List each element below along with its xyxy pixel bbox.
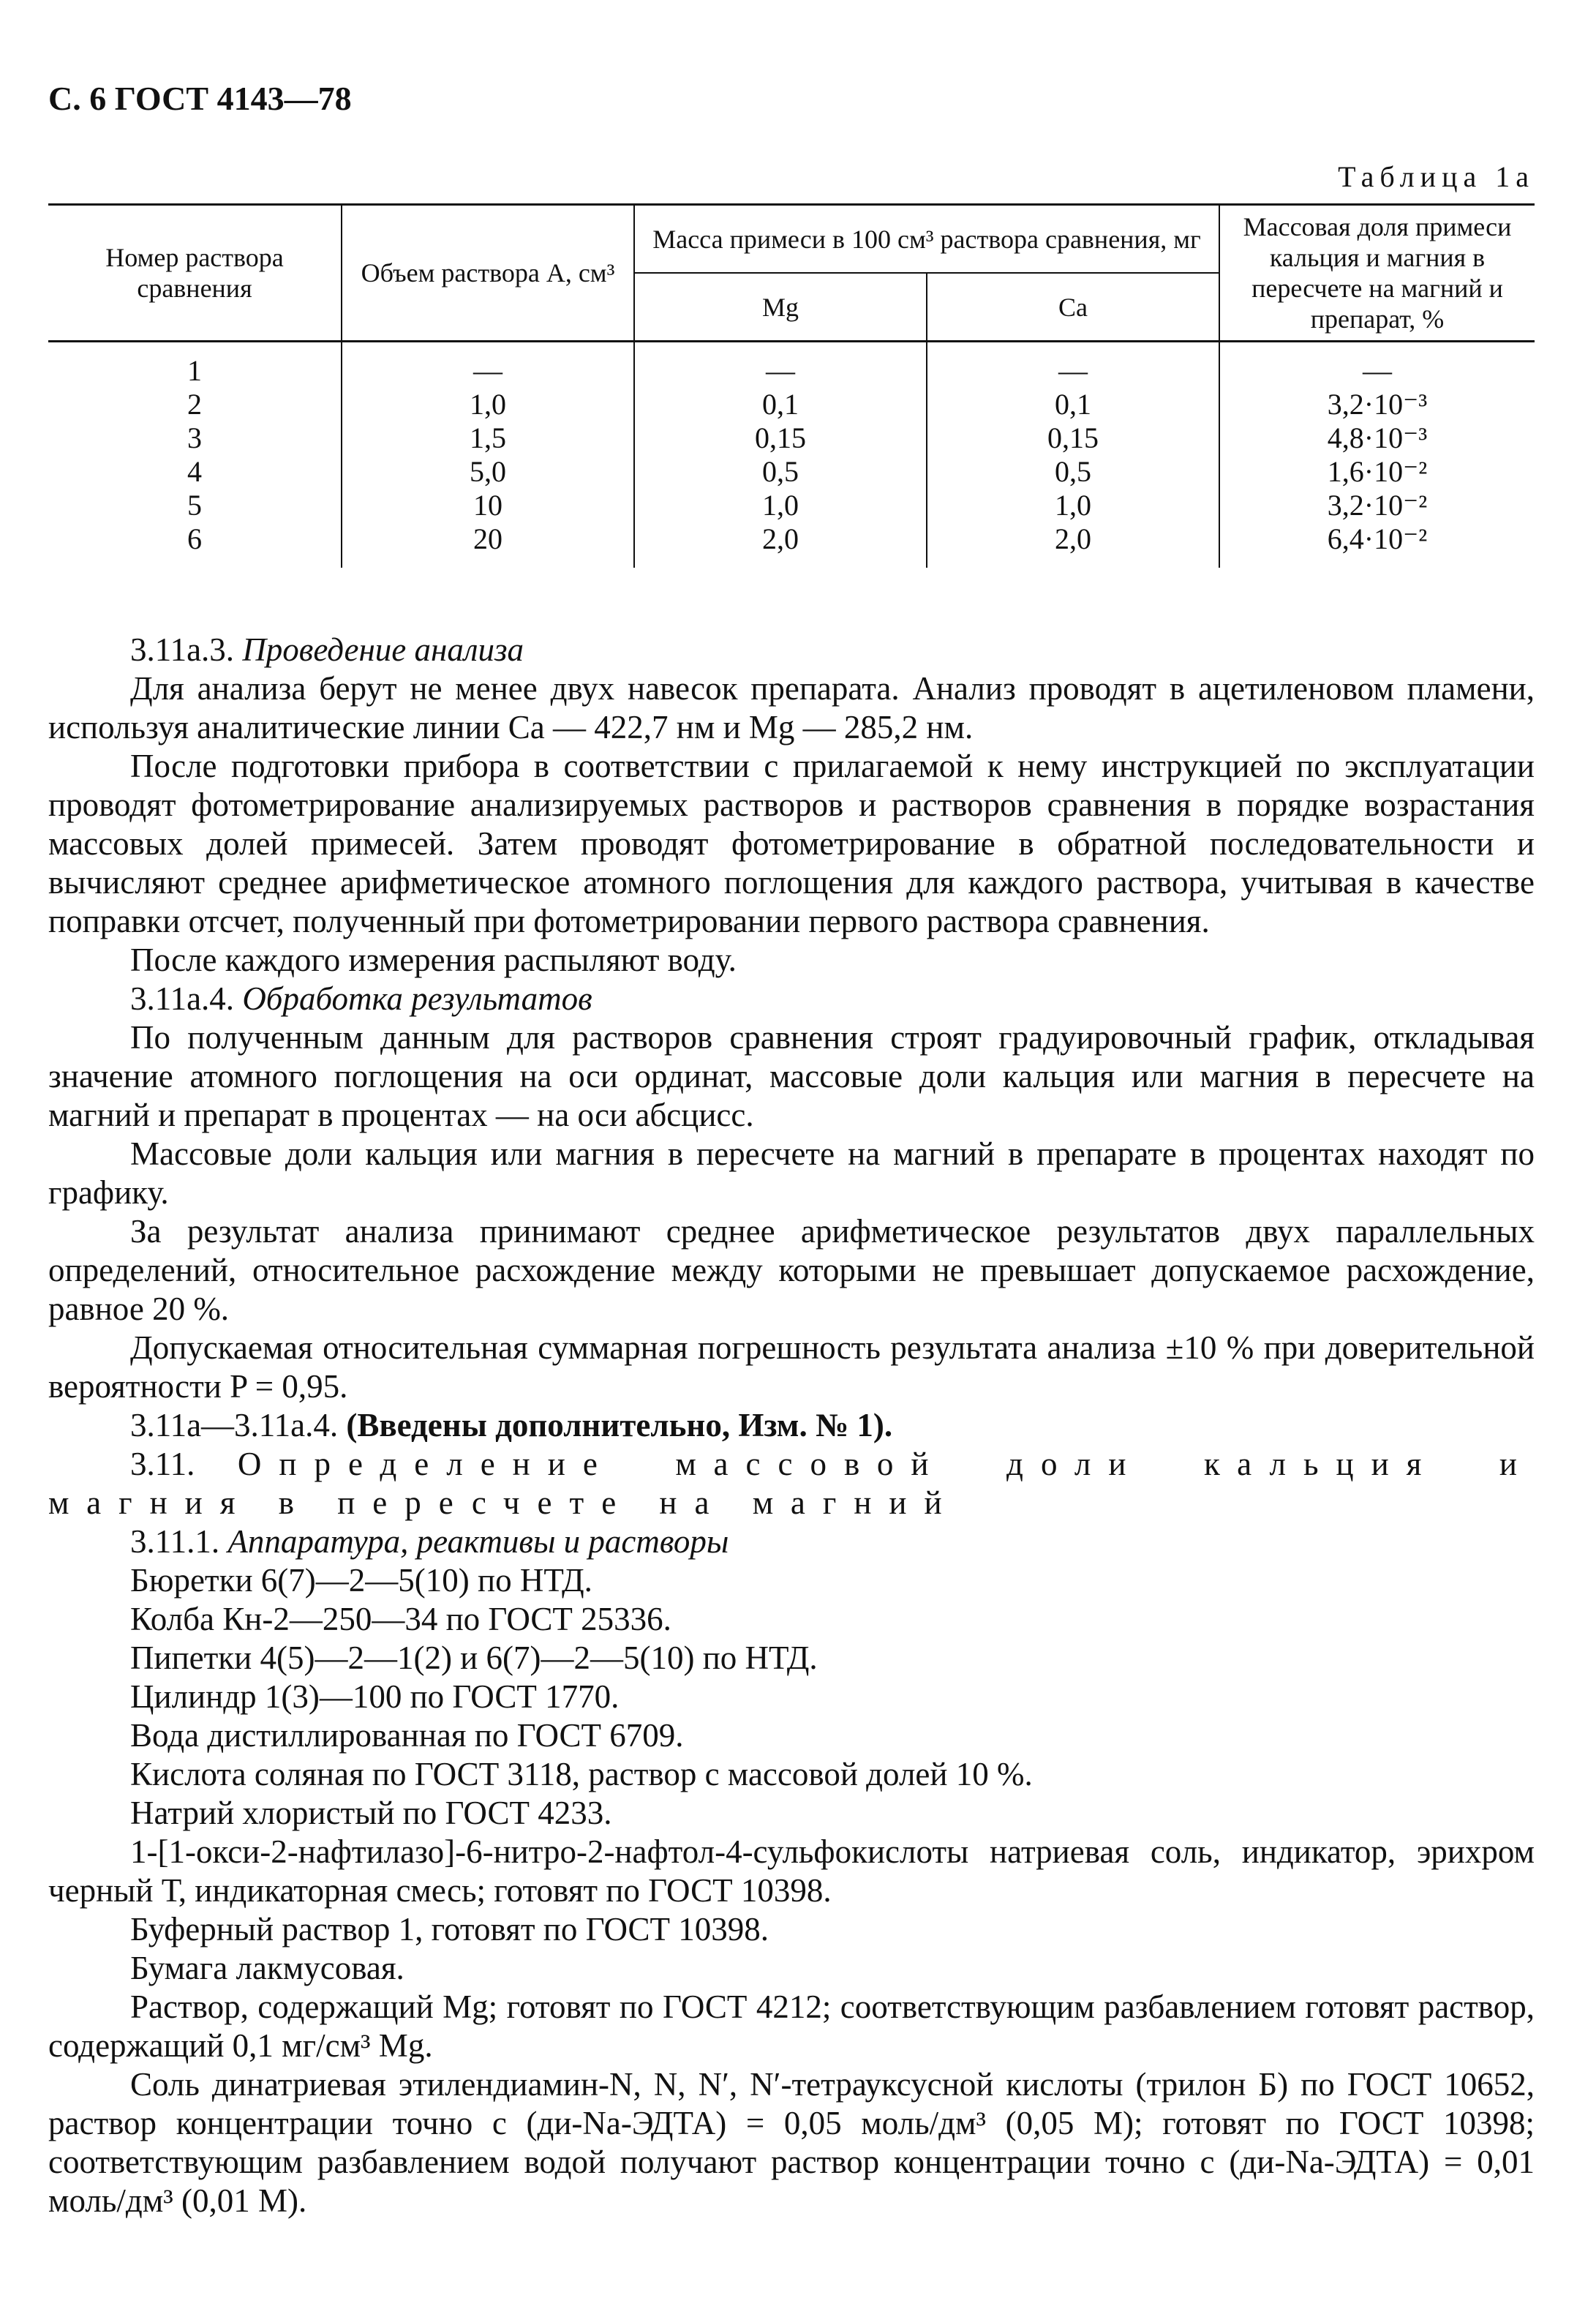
section-number: 3.11а.4. [130, 980, 235, 1017]
cell-number: 2 [48, 388, 342, 421]
cell-mg: — [634, 342, 927, 388]
paragraph: За результат анализа принимают среднее арифметическое результатов двух параллельных определений, относительное расхождение между которыми не превышает допускаемое расхождение, равное 20 %. [48, 1213, 1535, 1327]
section-number: 3.11а—3.11а.4. [130, 1407, 339, 1443]
cell-mg: 0,5 [634, 455, 927, 489]
cell-mg: 0,15 [634, 421, 927, 455]
list-item: Бюретки 6(7)—2—5(10) по НТД. [130, 1562, 592, 1599]
list-item: Бумага лакмусовая. [130, 1950, 404, 1986]
list-item: Пипетки 4(5)—2—1(2) и 6(7)—2—5(10) по НТД. [130, 1640, 818, 1676]
table-row [48, 342, 1535, 388]
section-heading [48, 1522, 1535, 1561]
cell-ca: 0,1 [927, 388, 1219, 421]
paragraph: После подготовки прибора в соответствии с прилагаемой к нему инструкцией по эксплуатации проводят фотометрирование анализируемых растворов и растворов сравнения в порядке возрастания массовых долей примесей. Затем проводят фотометрирование в обратной последовательности и вычисляют среднее арифметическое атомного поглощения для каждого раствора, учитывая в качестве поправки отсчет, полученный при фотометрировании первого раствора сравнения. [48, 748, 1535, 939]
list-item: Цилиндр 1(3)—100 по ГОСТ 1770. [130, 1678, 620, 1715]
cell-number: 3 [48, 421, 342, 455]
section-heading [48, 980, 1535, 1018]
section-title: Проведение анализа [242, 631, 524, 668]
table-row [48, 421, 1535, 455]
section-title: Определение массовой доли кальция и магния в пересчете на магний [48, 1446, 1535, 1521]
paragraph: Допускаемая относительная суммарная погрешность результата анализа ±10 % при доверительной вероятности P = 0,95. [48, 1329, 1535, 1405]
table-row [48, 455, 1535, 489]
list-item: Кислота соляная по ГОСТ 3118, раствор с массовой долей 10 %. [130, 1756, 1033, 1792]
paragraph: После каждого измерения распыляют воду. [130, 942, 737, 978]
paragraph: Для анализа берут не менее двух навесок препарата. Анализ проводят в ацетиленовом пламени, используя аналитические линии Ca — 422,7 нм и Mg — 285,2 нм. [48, 670, 1535, 745]
cell-fraction: 3,2·10⁻³ [1219, 388, 1535, 421]
page-header: С. 6 ГОСТ 4143—78 [48, 80, 352, 117]
amendment-note [48, 1406, 1535, 1445]
list-item: Натрий хлористый по ГОСТ 4233. [130, 1795, 612, 1831]
cell-number: 1 [48, 342, 342, 388]
cell-volume: 20 [342, 522, 634, 568]
header-volume: Объем раствора А, см³ [342, 205, 634, 342]
table-row [48, 522, 1535, 568]
cell-ca: 2,0 [927, 522, 1219, 568]
amendment-text: (Введены дополнительно, Изм. № 1). [346, 1407, 893, 1443]
paragraph: Массовые доли кальция или магния в пересчете на магний в препарате в процентах находят по графику. [48, 1135, 1535, 1211]
list-item: Буферный раствор 1, готовят по ГОСТ 10398. [130, 1911, 769, 1948]
cell-mg: 2,0 [634, 522, 927, 568]
cell-fraction: 3,2·10⁻² [1219, 489, 1535, 522]
cell-ca: 1,0 [927, 489, 1219, 522]
cell-volume: 5,0 [342, 455, 634, 489]
cell-fraction: 4,8·10⁻³ [1219, 421, 1535, 455]
list-item: Раствор, содержащий Mg; готовят по ГОСТ 4212; соответствующим разбавлением готовят раствор, содержащий 0,1 мг/см³ Mg. [48, 1988, 1535, 2064]
cell-volume: 1,0 [342, 388, 634, 421]
section-number: 3.11. [130, 1446, 195, 1482]
cell-volume: 1,5 [342, 421, 634, 455]
cell-ca: — [927, 342, 1219, 388]
header-impurity-mass: Масса примеси в 100 см³ раствора сравнения, мг [634, 205, 1219, 274]
cell-number: 4 [48, 455, 342, 489]
cell-ca: 0,15 [927, 421, 1219, 455]
cell-ca: 0,5 [927, 455, 1219, 489]
section-heading [48, 1445, 1535, 1522]
cell-number: 5 [48, 489, 342, 522]
reference-solutions-table [48, 203, 1535, 568]
paragraph: По полученным данным для растворов сравнения строят градуировочный график, откладывая значение атомного поглощения на оси ординат, массовые доли кальция или магния в пересчете на магний и препарат в процентах — на оси абсцисс. [48, 1019, 1535, 1133]
cell-mg: 1,0 [634, 489, 927, 522]
cell-volume: — [342, 342, 634, 388]
cell-mg: 0,1 [634, 388, 927, 421]
cell-volume: 10 [342, 489, 634, 522]
table-row [48, 489, 1535, 522]
cell-number: 6 [48, 522, 342, 568]
table-caption: Таблица 1а [1338, 160, 1535, 193]
header-solution-number: Номер раствора сравнения [48, 205, 342, 342]
cell-fraction: — [1219, 342, 1535, 388]
list-item: 1-[1-окси-2-нафтилазо]-6-нитро-2-нафтол-4-сульфокислоты натриевая соль, индикатор, эрихром черный Т, индикаторная смесь; готовят по ГОСТ 10398. [48, 1833, 1535, 1909]
table-row [48, 388, 1535, 421]
cell-fraction: 6,4·10⁻² [1219, 522, 1535, 568]
section-title: Обработка результатов [242, 980, 592, 1017]
section-number: 3.11.1. [130, 1523, 220, 1560]
section-title: Аппаратура, реактивы и растворы [227, 1523, 729, 1560]
header-mass-fraction: Массовая доля примеси кальция и магния в пересчете на магний и препарат, % [1219, 205, 1535, 342]
header-mg: Mg [634, 273, 927, 342]
cell-fraction: 1,6·10⁻² [1219, 455, 1535, 489]
section-heading [48, 631, 1535, 669]
document-body [48, 631, 1535, 2220]
list-item: Вода дистиллированная по ГОСТ 6709. [130, 1717, 684, 1754]
list-item: Колба Кн-2—250—34 по ГОСТ 25336. [130, 1601, 671, 1637]
section-number: 3.11а.3. [130, 631, 235, 668]
header-ca: Ca [927, 273, 1219, 342]
list-item: Соль динатриевая этилендиамин-N, N, N′, N′-тетрауксусной кислоты (трилон Б) по ГОСТ 10652, раствор концентрации точно c (ди-Na-ЭДТА) = 0,05 моль/дм³ (0,05 М); готовят по ГОСТ 10398; соответствующим разбавлением водой получают раствор концентрации точно c (ди-Na-ЭДТА) = 0,01 моль/дм³ (0,01 М). [48, 2066, 1535, 2219]
